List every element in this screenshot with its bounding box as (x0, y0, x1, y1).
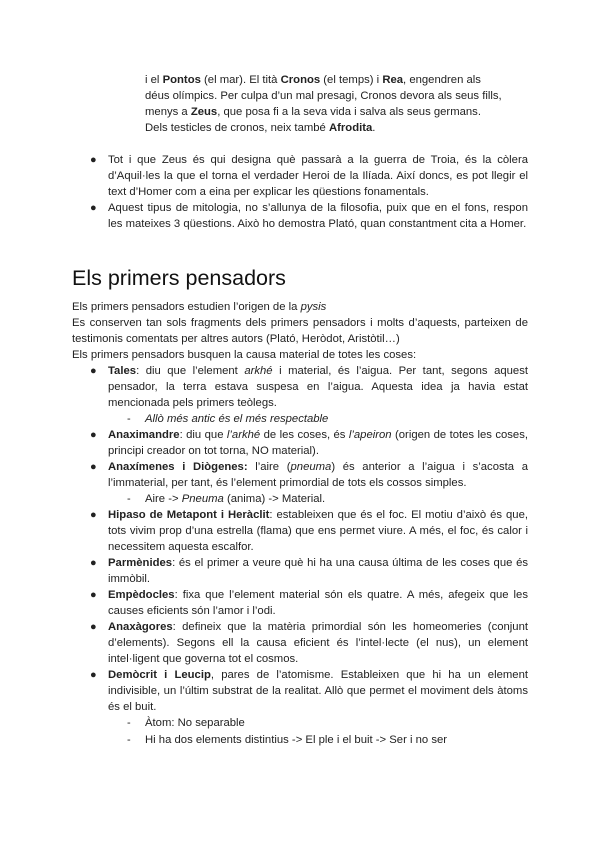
paragraph-fragments: Es conserven tan sols fragments dels primers pensadors i molts d’aquests, parteixen de testimonis comentats per altres autors (Plató, Heròdot, Aristòtil…) (72, 317, 528, 345)
bullet-icon: ● (90, 461, 97, 473)
list-item-hipaso: Hipaso de Metapont i Heràclit: estableixen que és el foc. El motiu d’això és que, tots vivim prop d’una estrella (flama) que ens permet viure. A més, el foc, és calor i necessitem aquesta escalfor. (108, 509, 529, 553)
paragraph-material-cause: Els primers pensadors busquen la causa material de totes les coses: (72, 349, 417, 361)
dash-icon: - (127, 413, 131, 425)
paragraph-physis: Els primers pensadors estudien l’origen de la pysis (72, 301, 327, 313)
sub-item-atom: Àtom: No separable (145, 717, 245, 729)
list-item-empedocles: Empèdocles: fixa que l’element material són els quatre. A més, afegeix que les causes eficients són l’amor i l’odi. (108, 589, 528, 617)
section-title: Els primers pensadors (72, 266, 286, 290)
bullet-icon: ● (90, 202, 97, 214)
bullet-icon: ● (90, 669, 97, 681)
intro-line-1: i el Pontos (el mar). El tità Cronos (el temps) i Rea, engendren als (145, 74, 481, 86)
list-item: Tot i que Zeus és qui designa què passarà a la guerra de Troia, és la còlera d’Aquil·les la que el torna el verdader Heroi de la Ilíada. Així doncs, es pot llegir el text d’Homer com a eina per explicar les qüestions fonamentals. (108, 154, 528, 198)
bullet-icon: ● (90, 365, 97, 377)
list-item-anaximandre: Anaximandre: diu que l’arkhé de les coses, és l’apeiron (origen de totes les coses, principi creador on tot torna, NO material). (108, 429, 528, 457)
list-item-anaximenes: Anaxímenes i Diògenes: l’aire (pneuma) és anterior a l’aigua i s’acosta a l’immaterial, per tant, és l’element primordial de tots els cossos simples. (108, 461, 528, 489)
bullet-icon: ● (90, 509, 97, 521)
intro-paragraph (145, 72, 528, 136)
sub-item-ple-buit: Hi ha dos elements distintius -> El ple i el buit -> Ser i no ser (145, 734, 448, 746)
intro-line-2: déus olímpics. Per culpa d’un mal presagi, Cronos devora als seus fills, (145, 90, 502, 102)
list-item-democrit: Demòcrit i Leucip, pares de l’atomisme. Estableixen que hi ha un element indivisible, un l’últim substrat de la realitat. Allò que permet el moviment dels àtoms és el buit. (108, 669, 529, 713)
list-item-anaxagores: Anaxàgores: defineix que la matèria primordial són les homeomeries (conjunt d’elements). Segons ell la causa eficient és l’intel·lecte (el nus), un element intel·ligent que governa tot el cosmos. (108, 621, 528, 665)
bullet-icon: ● (90, 589, 97, 601)
bullet-icon: ● (90, 621, 97, 633)
bullet-icon: ● (90, 154, 97, 166)
intro-line-3: menys a Zeus, que posa fi a la seva vida i salva als seus germans. (145, 106, 481, 118)
dash-icon: - (127, 734, 131, 746)
intro-line-4: Dels testicles de cronos, neix també Afrodita. (145, 122, 376, 134)
bullet-icon: ● (90, 429, 97, 441)
list-item-parmenides: Parmènides: és el primer a veure què hi ha una causa última de les coses que és immòbil. (108, 557, 528, 585)
sub-item-tales: Allò més antic és el més respectable (145, 413, 329, 425)
bullet-icon: ● (90, 557, 97, 569)
dash-icon: - (127, 717, 131, 729)
list-item-tales: Tales: diu que l’element arkhé i material, és l’aigua. Per tant, segons aquest pensador, la terra estava suspesa en l’aigua. Aquesta idea ja havia estat mencionada pels primers teòlegs. (108, 365, 528, 409)
sub-item-anaximenes: Aire -> Pneuma (anima) -> Material. (145, 493, 326, 505)
dash-icon: - (127, 493, 131, 505)
list-item: Aquest tipus de mitologia, no s’allunya de la filosofia, puix que en el fons, respon les mateixes 3 qüestions. Això ho demostra Plató, quan constantment cita a Homer. (108, 202, 528, 230)
